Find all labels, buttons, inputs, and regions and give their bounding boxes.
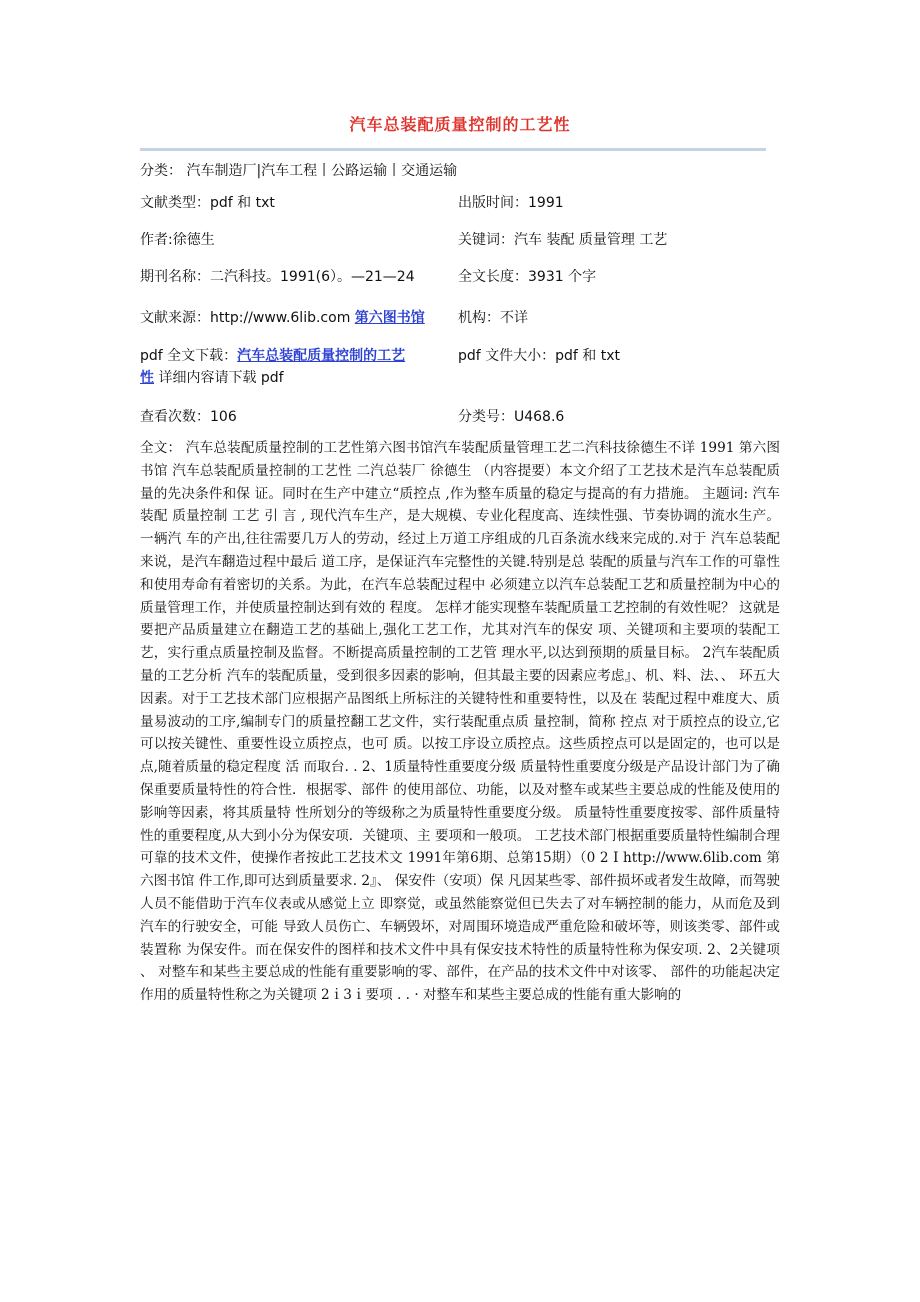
fulltext-body: 全文： 汽车总装配质量控制的工艺性第六图书馆汽车装配质量管理工艺二汽科技徐德生不详 1991 第六图书馆 汽车总装配质量控制的工艺性 二汽总装厂 徐德生 （内容提要）本文介绍了工艺技术是汽车总装配质量的先决条件和保 证。同时在生产中建立“质控点 ,作为整车质量的稳定与提高的有力措施。 主题词: 汽车 装配 质量控制 工艺 引 言 , 现代汽车生产，是大规模、专业化程度高、连续性强、节奏协调的流水生产。一辆汽 车的产出,往往需要几万人的劳动，经过上万道工序组成的几百条流水线来完成的.对于 汽车总装配来说，是汽车翻造过程中最后 道工序，是保证汽车完整性的关键.特别是总 装配的质量与汽车工作的可靠性和使用寿命有着密切的关系。为此，在汽车总装配过程中 必须建立以汽车总装配工艺和质量控制为中心的质量管理工作，并使质量控制达到有效的 程度。 怎样才能实现整车装配质量工艺控制的有效性呢？ 这就是要把产品质量建立在翻造工艺的基础上,强化工艺工作，尤其对汽车的保安 项、关键项和主要项的装配工艺，实行重点质量控制及监督。不断提高质量控制的工艺管 理水平,以达到预期的质量目标。 2汽车装配质量的工艺分析 汽车的装配质量，受到很多因素的影响，但其最主要的因素应考虑』、机、料、法、、 环五大因素。对于工艺技术部门应根据产品图纸上所标注的关键特性和重要特性，以及在 装配过程中难度大、质量易波动的工序,编制专门的质量控翻工艺文件，实行装配重点质 量控制，简称 控点 对于质控点的设立,它可以按关键性、重要性设立质控点，也可 质。以按工序设立质控点。这些质控点可以是固定的，也可以是 点,随着质量的稳定程度 活 而取台. . 2、1质量特性重要度分级 质量特性重要度分级是产品设计部门为了确保重要质量特性的符合性．根据零、部件 的使用部位、功能，以及对整车或某些主要总成的性能及使用的影响等因素，将其质量特 性所划分的等级称之为质量特性重要度分级。 质量特性重要度按零、部件质量特性的重要程度,从大到小分为保安项．关键项、主 要项和一般项。 工艺技术部门根据重要质量特性编制合理可靠的技术文件，使操作者按此工艺技术文 1991年第6期、总第15期）（0 2 I http://www.6lib.com 第六图书馆 件工作,即可达到质量要求. 2』、 保安件（安项）保 凡因某些零、部件损坏或者发生故障，而驾驶人员不能借助于汽车仪表或从感觉上立 即察觉，或虽然能察觉但已失去了对车辆控制的能力，从而危及到汽车的行驶安全，可能 导致人员伤亡、车辆毁坏，对周围环境造成严重危险和破坏等，则该类零、部件或装置称 为保安件。而在保安件的图样和技术文件中具有保安技术特性的质量特性称为保安项. 2、2关键项 、 对整车和某些主要总成的性能有重要影响的零、部件，在产品的技术文件中对该零、 部件的功能起决定作用的质量特性称之为关键项 2ｉ3ｉ要项 . . · 对整车和某些主要总成的性能有重大影响的 [140,440,780,1004]
download-label: pdf 全文下载： [140,348,238,364]
journal-value: 二汽科技。1991(6）。—21—24 [210,269,415,285]
title-divider [140,148,766,151]
classno-value: U468.6 [514,409,565,425]
source-label: 文献来源： [140,310,210,326]
library-link[interactable]: 第六图书馆 [354,310,425,326]
org-value: 不详 [500,310,528,326]
pdf-download-link[interactable]: 汽车总装配质量控制的工艺 [237,348,406,364]
pubtime-label: 出版时间： [458,195,528,211]
length-value: 3931 个字 [528,269,597,285]
category-row [140,160,780,182]
doctype-value: pdf 和 txt [210,195,275,211]
views-label: 查看次数： [140,409,210,425]
keywords-label: 关键词： [458,232,514,248]
filesize-label: pdf 文件大小： [458,348,556,364]
views-value: 106 [210,409,237,425]
pdf-download-link-cont[interactable]: 性 [140,370,154,386]
journal-label: 期刊名称： [140,269,210,285]
download-note: 详细内容请下载 pdf [158,370,284,386]
document-title: 汽车总装配质量控制的工艺性 [349,115,571,134]
keywords-value: 汽车 装配 质量管理 工艺 [514,232,668,248]
length-label: 全文长度： [458,269,528,285]
source-url: http://www.6lib.com [210,310,351,326]
pubtime-value: 1991 [528,195,564,211]
category-value: 汽车制造厂|汽车工程丨公路运输丨交通运输 [186,163,458,179]
category-label: 分类： [140,163,182,179]
author-value: 徐德生 [172,232,215,248]
classno-label: 分类号： [458,409,514,425]
filesize-value: pdf 和 txt [555,348,621,364]
doctype-label: 文献类型： [140,195,210,211]
author-label: 作者: [140,232,173,248]
org-label: 机构： [458,310,500,326]
